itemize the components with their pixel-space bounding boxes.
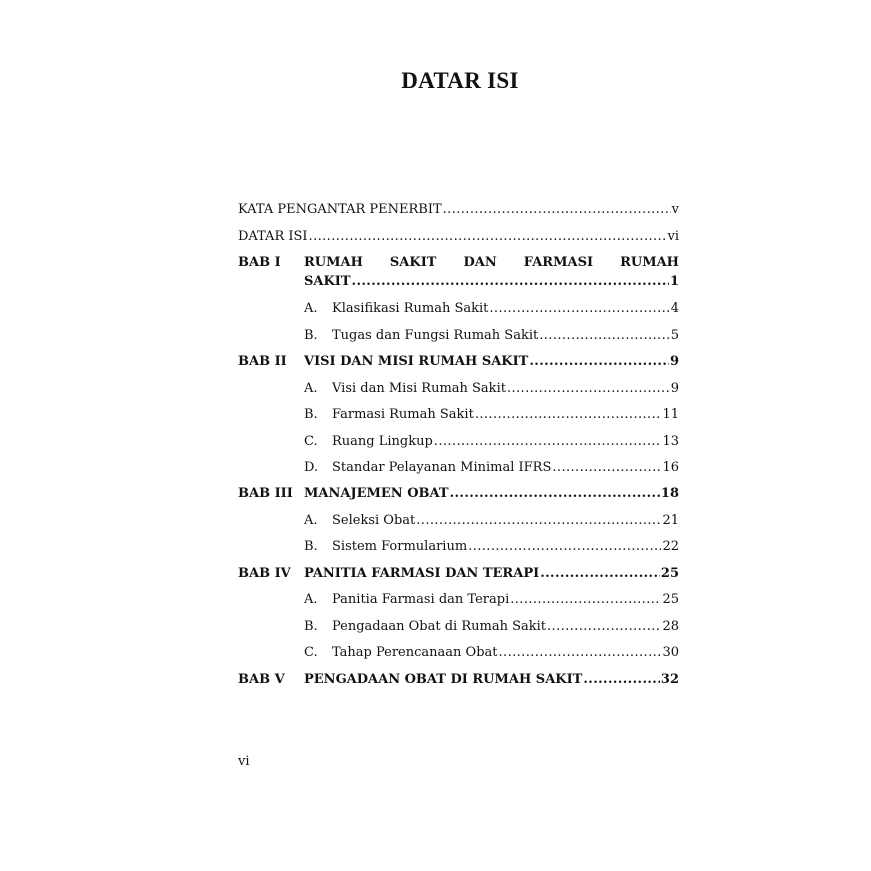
toc-entry-page: 32 [660,672,679,687]
toc-entry-text: Tahap Perencanaan Obat [332,645,498,660]
toc-entry-text: Tugas dan Fungsi Rumah Sakit [332,328,539,343]
toc-entry-page: 9 [670,381,679,396]
subentry-letter: B. [304,328,318,343]
toc-entry-text: Ruang Lingkup [332,434,433,449]
toc-entry-text: PANITIA FARMASI DAN TERAPI [304,566,540,581]
chapter-title-word: FARMASI [523,255,594,270]
toc-entry-page: 22 [662,539,679,554]
chapter-number: BAB IV [238,566,291,581]
chapter-number: BAB V [238,672,285,687]
chapter-title-bab-i[interactable] [304,254,679,272]
toc-subentry[interactable] [304,618,679,636]
toc-entry-text: Klasifikasi Rumah Sakit [332,301,489,316]
toc-entry-page: 25 [662,592,679,607]
toc-subentry[interactable] [304,433,679,451]
toc-entry-text: DATAR ISI [238,229,308,244]
toc-entry-kata-pengantar[interactable] [238,201,679,219]
chapter-title-word: RUMAH [620,255,679,270]
toc-entry-text: PENGADAAN OBAT DI RUMAH SAKIT [304,672,583,687]
toc-entry-text: Farmasi Rumah Sakit [332,407,474,422]
toc-entry-text: KATA PENGANTAR PENERBIT [238,202,442,217]
toc-entry-text: SAKIT [304,274,351,289]
subentry-letter: D. [304,460,319,475]
page-number: vi [238,754,250,769]
toc-entry-bab-v[interactable] [304,671,679,689]
toc-entry-bab-i[interactable] [304,273,679,291]
toc-entry-page: 18 [660,486,679,501]
toc-entry-page: 25 [660,566,679,581]
subentry-letter: B. [304,407,318,422]
subentry-letter: A. [304,592,318,607]
chapter-number: BAB II [238,354,287,369]
toc-entry-page: 5 [670,328,679,343]
subentry-letter: A. [304,381,318,396]
toc-entry-text: Seleksi Obat [332,513,416,528]
toc-subentry[interactable] [304,644,679,662]
chapter-number: BAB I [238,255,281,270]
toc-entry-text: MANAJEMEN OBAT [304,486,449,501]
chapter-number: BAB III [238,486,293,501]
toc-subentry[interactable] [304,406,679,424]
toc-entry-bab-iv[interactable] [304,565,679,583]
toc-entry-text: Pengadaan Obat di Rumah Sakit [332,619,546,634]
toc-entry-page: 21 [662,513,679,528]
toc-entry-bab-iii[interactable] [304,485,679,503]
toc-entry-datar-isi[interactable] [238,228,679,246]
toc-subentry[interactable] [304,327,679,345]
toc-subentry[interactable] [304,380,679,398]
toc-entry-page: v [671,202,679,217]
toc-subentry[interactable] [304,591,679,609]
toc-entry-page: 9 [669,354,679,369]
toc-entry-text: Standar Pelayanan Minimal IFRS [332,460,552,475]
toc-entry-text: Visi dan Misi Rumah Sakit [332,381,506,396]
subentry-letter: C. [304,434,318,449]
toc-entry-page: 28 [662,619,679,634]
toc-entry-page: 16 [662,460,679,475]
subentry-letter: A. [304,513,318,528]
chapter-title-word: RUMAH [304,255,363,270]
toc-entry-text: Sistem Formularium [332,539,468,554]
toc-entry-text: Panitia Farmasi dan Terapi [332,592,510,607]
subentry-letter: A. [304,301,318,316]
subentry-letter: B. [304,619,318,634]
toc-subentry[interactable] [304,459,679,477]
toc-subentry[interactable] [304,512,679,530]
toc-entry-page: 11 [662,407,679,422]
toc-subentry[interactable] [304,300,679,318]
toc-entry-page: 4 [670,301,679,316]
chapter-title-word: DAN [463,255,497,270]
toc-entry-page: vi [667,229,679,244]
toc-entry-page: 13 [662,434,679,449]
toc-entry-bab-ii[interactable] [304,353,679,371]
subentry-letter: C. [304,645,318,660]
toc-entry-page: 30 [662,645,679,660]
subentry-letter: B. [304,539,318,554]
chapter-title-word: SAKIT [389,255,437,270]
page-title: DATAR ISI [401,68,519,93]
toc-entry-page: 1 [669,274,679,289]
toc-subentry[interactable] [304,538,679,556]
toc-entry-text: VISI DAN MISI RUMAH SAKIT [304,354,529,369]
